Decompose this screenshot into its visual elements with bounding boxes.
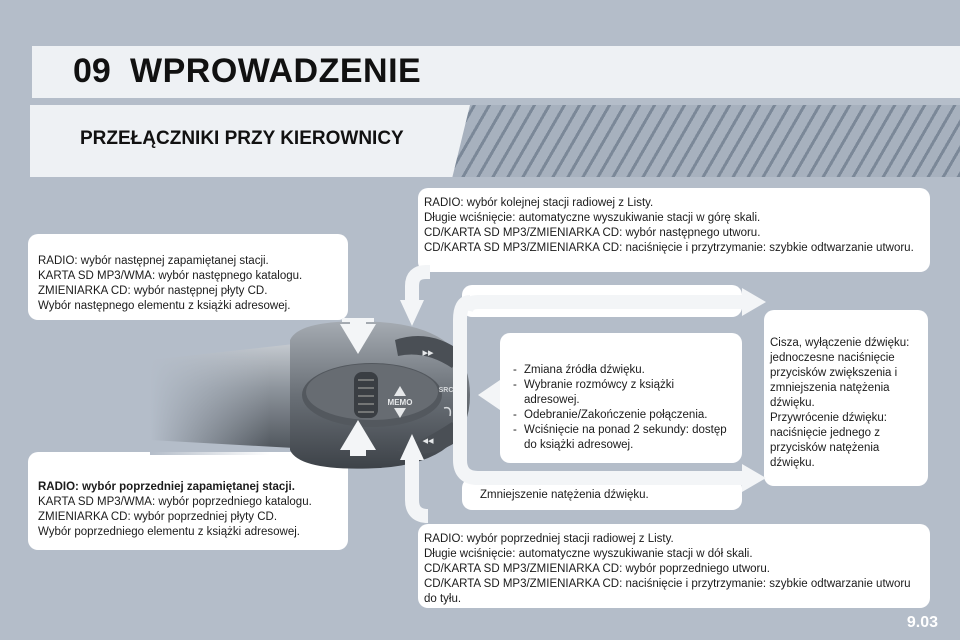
arrow-right-icon [742, 288, 766, 316]
next-preset-text: RADIO: wybór następnej zapamiętanej stacji. KARTA SD MP3/WMA: wybór następnego katalogu. ZMIENIARKA CD: wybór następnej płyty CD. Wybór następnego elementu z książki adresowej. [38, 255, 303, 312]
list-item: - Wybranie rozmówcy z książki adresowej. [510, 378, 732, 408]
volume-down-text: Zmniejszenie natężenia dźwięku. [480, 489, 649, 501]
fast-forward-icon: ▸▸ [422, 346, 434, 359]
thumbwheel[interactable] [354, 372, 378, 418]
page-title: WPROWADZENIE [130, 52, 422, 90]
list-item: - Wciśnięcie na ponad 2 sekundy: dostęp do książki adresowej. [510, 423, 732, 453]
volume-curve-arrow [460, 302, 742, 478]
section-title: PRZEŁĄCZNIKI PRZY KIEROWNICY [80, 128, 404, 149]
volume-up-connector [466, 302, 742, 310]
next-station-connector [412, 272, 430, 300]
volume-up-text: Zwiększenie natężenia dźwięku. [480, 295, 645, 307]
rewind-icon: ◂◂ [422, 434, 434, 447]
arrow-right-icon [742, 464, 766, 492]
arrow-left-icon [478, 380, 500, 410]
page-number: 9.03 [906, 614, 938, 631]
previous-station-connector [412, 460, 428, 516]
next-station-text: RADIO: wybór kolejnej stacji radiowej z Listy. Długie wciśnięcie: automatyczne wyszukiwanie stacji w górę skali. CD/KARTA SD MP3/ZMIENIARKA CD: wybór następnego utworu. CD/KARTA SD MP3/ZMIENIARKA CD: naciśnięcie i przytrzymanie: szybkie odtwarzanie utworu. [424, 197, 914, 254]
arrow-stem [350, 448, 366, 456]
previous-station-text: RADIO: wybór poprzedniej stacji radiowej z Listy. Długie wciśnięcie: automatyczne wyszukiwanie stacji w dół skali. CD/KARTA SD MP3/ZMIENIARKA CD: wybór poprzedniego utworu. CD/KARTA SD MP3/ZMIENIARKA CD: naciśnięcie i przytrzymanie: szybkie odtwarzanie utworu do tyłu. [424, 533, 911, 605]
memo-label: MEMO [387, 398, 413, 407]
arrow-stem [350, 318, 366, 326]
chapter-number: 09 [73, 52, 111, 90]
previous-preset-text: KARTA SD MP3/WMA: wybór poprzedniego katalogu. ZMIENIARKA CD: wybór poprzedniej płyty CD. Wybór poprzedniego elementu z książki adresowej. [38, 496, 312, 538]
list-item: - Odebranie/Zakończenie połączenia. [510, 408, 732, 423]
annotation-arrows [412, 272, 742, 516]
mute-text: Cisza, wyłączenie dźwięku: jednoczesne naciśnięcie przycisków zwiększenia i zmniejszenia natężenia dźwięku. Przywrócenie dźwięku: naciśnięcie jednego z przycisków natężenia dźwięku. [770, 337, 910, 469]
arrow-down-icon [400, 300, 424, 326]
previous-preset-heading: RADIO: wybór poprzedniej zapamiętanej stacji. [38, 481, 295, 493]
list-item: - Zmiana źródła dźwięku. [510, 363, 732, 378]
src-label: SRC [438, 387, 454, 394]
